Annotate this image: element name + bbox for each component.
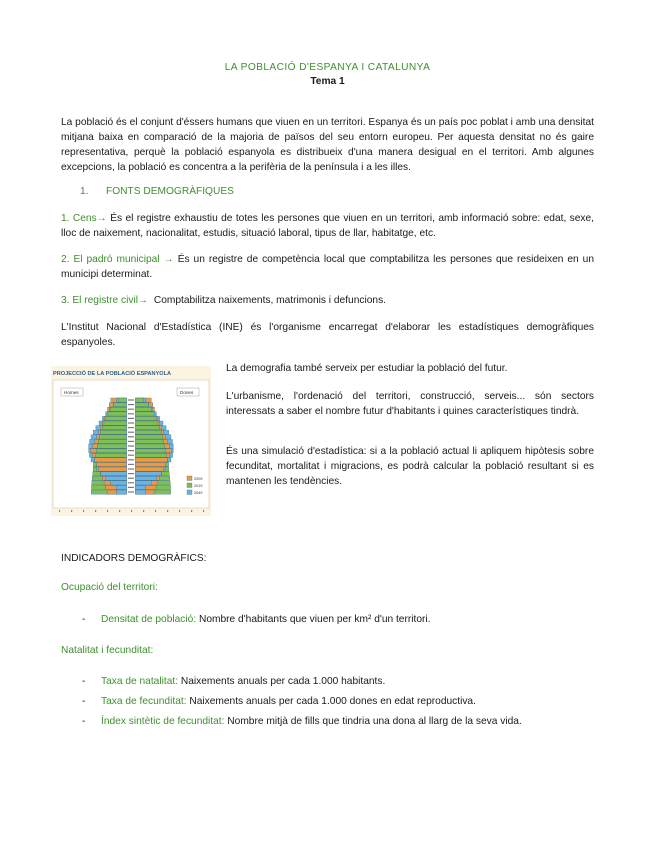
x-tick [143, 510, 144, 512]
x-tick [203, 510, 204, 512]
indicator-text: Naixements anuals per cada 1.000 habitants. [178, 676, 386, 687]
source-text: És el registre exhaustiu de totes les persones que viuen en un territori, amb informació sobre: edat, sexe, lloc de naixement, nacionalitat, estudis, situació laboral, tipus de llar, habitatge, etc. [61, 213, 594, 239]
age-label [128, 418, 134, 419]
document-title: LA POBLACIÓ D'ESPANYA I CATALUNYA [224, 62, 431, 73]
list-item [61, 612, 431, 632]
pyramid-bar-2009 [136, 472, 162, 476]
age-label [128, 445, 134, 446]
age-label [128, 422, 134, 423]
pyramid-bar-2049 [99, 467, 127, 471]
list-item [61, 674, 522, 694]
x-tick [71, 510, 72, 512]
section-heading-fonts [80, 186, 234, 197]
section-heading-text: FONTS DEMOGRÀFIQUES [106, 186, 234, 197]
pyramid-bar-2019 [136, 426, 160, 430]
pyramid-bar-2019 [101, 430, 127, 434]
population-pyramid-figure [51, 366, 211, 516]
pyramid-bar-2009 [116, 485, 126, 489]
indicator-text: Nombre mitjà de fills que tindria una dona al llarg de la seva vida. [224, 716, 522, 727]
indicator-term: Taxa de natalitat: [101, 676, 179, 687]
source-term: 2. El padró municipal → [61, 254, 174, 265]
pyramid-bar-2009 [101, 472, 127, 476]
bullet-dash: - [82, 614, 86, 625]
age-label [128, 455, 134, 456]
future-p3: És una simulació d'estadística: si a la població actual li apliquem hipòtesis sobre fecunditat, mortalitat i migracions, es podrà calcular la població resultant si es mantenen les tendències. [226, 446, 594, 487]
pyramid-bar-2009 [136, 481, 152, 485]
pyramid-bar-2019 [113, 403, 126, 407]
x-tick [59, 510, 60, 512]
indicator-term: Taxa de fecunditat: [101, 696, 187, 707]
x-tick [191, 510, 192, 512]
ine-paragraph: L'Institut Nacional d'Estadística (INE) és l'organisme encarregat d'elaborar les estadístiques demogràfiques espanyoles. [61, 322, 594, 348]
left-label: Homes [64, 390, 79, 395]
x-tick [119, 510, 120, 512]
right-label: Dones [180, 390, 194, 395]
pyramid-bar-2019 [97, 444, 126, 448]
source-registre-civil [61, 293, 594, 308]
pyramid-bar-2009 [136, 490, 146, 494]
list-item [61, 694, 522, 714]
indicator-term: Índex sintètic de fecunditat: [101, 716, 225, 727]
age-label [128, 468, 134, 469]
indicator-term: Densitat de població: [101, 614, 197, 625]
age-label [128, 432, 134, 433]
pyramid-bar-2019 [136, 439, 164, 443]
x-tick [179, 510, 180, 512]
natality-list [61, 674, 522, 734]
age-label [128, 436, 134, 437]
pyramid-bar-2009 [136, 485, 146, 489]
x-tick [95, 510, 96, 512]
x-axis-ticks [59, 510, 204, 512]
age-label [128, 427, 134, 428]
pyramid-bar-2019 [136, 435, 163, 439]
pyramid-bar-2019 [136, 449, 166, 453]
x-tick [131, 510, 132, 512]
indicator-text: Nombre d'habitants que viuen per km² d'un territori. [196, 614, 431, 625]
age-label [128, 473, 134, 474]
pyramid-bar-2019 [136, 421, 159, 425]
pyramid-bar-2019 [102, 426, 126, 430]
pyramid-bar-2049 [97, 462, 127, 466]
pyramid-bar-2019 [104, 421, 127, 425]
pyramid-bar-2019 [136, 416, 157, 420]
pyramid-bar-2019 [136, 430, 162, 434]
pyramid-bar-2019 [136, 403, 149, 407]
source-text: És un registre de competència local que comptabilitza les persones que resideixen en un municipi determinat. [61, 254, 595, 280]
source-term: 3. El registre civil→ [61, 295, 149, 306]
population-pyramid-chart [51, 366, 211, 516]
pyramid-bar-2009 [111, 481, 127, 485]
bullet-dash: - [82, 696, 86, 707]
pyramid-bar-2019 [99, 435, 126, 439]
pyramid-bar-2009 [105, 476, 126, 480]
age-label [128, 491, 134, 492]
age-label [128, 482, 134, 483]
list-item [61, 714, 522, 734]
pyramid-bar-2019 [96, 449, 126, 453]
x-tick [167, 510, 168, 512]
future-p1: La demografia també serveix per estudiar la població del futur. [226, 363, 508, 374]
legend-swatch [187, 476, 192, 481]
age-labels [128, 399, 134, 492]
pyramid-bar-2019 [108, 412, 127, 416]
source-text: Comptabilitza naixements, matrimonis i defuncions. [148, 295, 386, 306]
pyramid-bar-2019 [136, 444, 165, 448]
pyramid-bar-2019 [110, 407, 126, 411]
pyramid-bar-2049 [136, 462, 166, 466]
pyramid-bar-2019 [98, 439, 126, 443]
legend-swatch [187, 483, 192, 488]
source-padro [61, 252, 594, 282]
bullet-dash: - [82, 716, 86, 727]
indicator-text: Naixements anuals per cada 1.000 dones en edat reproductiva. [186, 696, 476, 707]
pyramid-bar-2009 [117, 490, 127, 494]
figure-title: PROJECCIÓ DE LA POBLACIÓ ESPANYOLA [53, 371, 172, 377]
section-number: 1. [80, 186, 89, 197]
occupation-list [61, 612, 431, 632]
pyramid-bar-2019 [136, 412, 155, 416]
occupation-heading: Ocupació del territori: [61, 582, 158, 593]
future-p2: L'urbanisme, l'ordenació del territori, construcció, serveis... són sectors interessats a saber el nombre futur d'habitants i quines característiques tindrà. [226, 391, 594, 417]
age-label [128, 413, 134, 414]
pyramid-bar-2049 [136, 458, 168, 462]
age-label [128, 409, 134, 410]
legend [187, 476, 202, 495]
x-tick [107, 510, 108, 512]
pyramid-bar-2049 [136, 467, 164, 471]
legend-swatch [187, 490, 192, 495]
legend-label: 2009 [194, 477, 203, 481]
pyramid-bar-2019 [106, 416, 127, 420]
age-label [128, 459, 134, 460]
age-label [128, 464, 134, 465]
pyramid-bar-2009 [136, 476, 157, 480]
natality-heading: Natalitat i fecunditat: [61, 645, 154, 656]
age-label [128, 404, 134, 405]
source-term: 1. Cens→ [61, 213, 107, 224]
pyramid-bar-2019 [119, 398, 127, 402]
pyramid-bar-2019 [95, 453, 126, 457]
age-label [128, 441, 134, 442]
intro-paragraph: La població és el conjunt d'éssers humans que viuen en un territori. Espanya és un país poc poblat i amb una densitat mitjana baixa en comparació de la majoria de països del seu entorn europeu. Per aquesta densitat no és gaire representativa, perquè la població espanyola es distribueix d'una manera desigual en el territori. Amb algunes excepcions, la població es concentra a la perifèria de la península i a les illes. [61, 117, 594, 173]
indicators-heading: INDICADORS DEMOGRÀFICS: [61, 553, 207, 564]
age-label [128, 450, 134, 451]
legend-label: 2019 [194, 484, 203, 488]
bullet-dash: - [82, 676, 86, 687]
pyramid-bar-2049 [95, 458, 127, 462]
x-tick [155, 510, 156, 512]
x-tick [83, 510, 84, 512]
age-label [128, 399, 134, 400]
chart-frame [53, 380, 209, 508]
pyramid-bar-2019 [136, 453, 167, 457]
age-label [128, 478, 134, 479]
document-subtitle: Tema 1 [310, 76, 345, 87]
pyramid-bar-2019 [136, 398, 144, 402]
age-label [128, 487, 134, 488]
source-cens [61, 211, 594, 241]
pyramid-bar-2019 [136, 407, 152, 411]
legend-label: 2049 [194, 491, 203, 495]
